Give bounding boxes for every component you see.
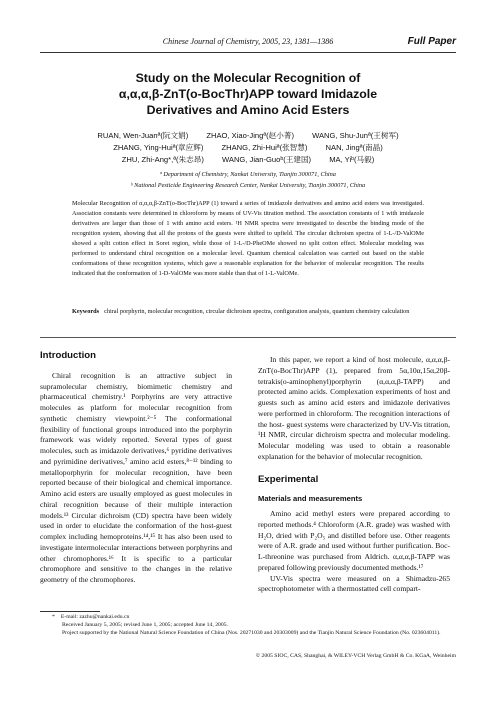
section-heading-introduction: Introduction — [40, 350, 96, 361]
author: ZHAO, Xiao-Jingª(赵小菁) — [206, 131, 294, 140]
keywords-label: Keywords — [72, 308, 100, 315]
author: NAN, Jingª(南晶) — [325, 143, 383, 152]
author: ZHANG, Zhi-Huiª(张智慧) — [221, 143, 308, 152]
right-column — [258, 355, 450, 595]
title-line-1: Study on the Molecular Recognition of — [135, 71, 361, 85]
asterisk-icon: * — [52, 614, 55, 620]
funding-note: Project supported by the National Natural Science Foundation of China (Nos. 20271030 and 20303009) and the Tianjin Natural Science Foundation (No. 023604011). — [62, 630, 441, 636]
uv-vis-paragraph: UV-Vis spectra were measured on a Shimadzu-265 spectrophotometer with a thermostatted cell compart- — [258, 573, 450, 594]
keywords-text: chiral porphyrin, molecular recognition, circular dichroism spectra, configuration analysis, quantum chemistry calculation — [104, 308, 410, 315]
author-row — [40, 154, 456, 166]
affiliation-a: ª Department of Chemistry, Nankai University, Tianjin 300071, China — [160, 171, 336, 178]
abstract-text: Molecular Recognition of α,α,α,β-ZnT(o-BocThr)APP (1) toward a series of imidazole derivatives and amino acid esters was investigated. Association constants were determined in chloroform by means of UV-Vis titration method. The association constants of 1 with imidazole derivatives are larger than those of 1 with amino acid esters. ¹H NMR spectra were investigated to describe the binding mode of the recognition system, showing that all the protons of the guests were shifted to upfield. The circular dichroism spectra of 1-L-/D-ValOMe showed a split cotton effect in Soret region, while those of 1-L-/D-PheOMe showed no split cotton effect. Molecular modeling was performed to understand chiral recognition on a molecular level. Quantum chemical calculation was carried out based on the stable conformations of these recognition systems, which gave a reasonable explanation for the behavior of molecular recognition. The results indicated that the conformation of 1-D-ValOMe was more stable than that of 1-L-ValOMe. — [72, 200, 424, 277]
subsection-heading-materials: Materials and measurements — [258, 494, 363, 504]
keywords — [72, 307, 424, 317]
intro-paragraph-2: In this paper, we report a kind of host molecule, α,α,α,β-ZnT(o-BocThr)APP (1), prepared from 5α,10α,15α,20β-tetrakis(o-aminophenyl)porphyrin (α,α,α,β-TAPP) and protected amino acids. Complexation experiments of host and guests such as amino acid esters and imidazole derivatives were performed in chloroform. The recognition interactions of the host- guest systems were characterized by UV-Vis titration, ¹H NMR, circular dichroism spectra and molecular modeling. Molecular modeling was used to obtain a reasonable explanation for the behavior of molecular recognition. — [258, 355, 450, 461]
abstract — [72, 199, 424, 279]
section-heading-experimental: Experimental — [258, 473, 319, 485]
received-dates: Received January 5, 2005; revised June 1, 2005; accepted June 14, 2005. — [62, 622, 228, 628]
author: RUAN, Wen-Juanª(阮文娟) — [97, 131, 189, 140]
article-type-tag: Full Paper — [407, 36, 456, 47]
author: WANG, Jian-Guoᵇ(王建国) — [222, 155, 312, 164]
header-rule — [40, 52, 456, 53]
intro-paragraph: Chiral recognition is an attractive subject in supramolecular chemistry, biomimetic chemistry and pharmaceutical chemistry.¹ Porphyrins are very attractive molecules as platform for molecular recognition from synthetic chemistry viewpoint.²⁻⁵ The conformational flexibility of functional groups introduced into the porphyrin framework was widely reported. Several types of guest molecules, such as imidazole derivatives,⁶ pyridine derivatives and pyrimidine derivatives,⁷ amino acid esters,⁸⁻¹² binding to metalloporphyrin for molecular recognition, have been reported because of their biological and chemical importance. Amino acid esters are usually employed as guest molecules in chiral recognition because of their multiple interaction models.¹³ Circular dichroism (CD) spectra have been widely used in order to elucidate the conformation of the host-guest complex including hemoproteins.¹⁴,¹⁵ It has also been used to investigate intermolecular interactions between porphyrins and other chromophores.¹⁶ It is specific to a particular chromophore and sensitive to the changes in the relative geometry of the chromophores. — [40, 370, 232, 584]
copyright: © 2005 SIOC, CAS, Shanghai, & WILEY-VCH Verlag GmbH & Co. KGaA, Weinheim — [255, 653, 456, 659]
footnote-rule — [40, 611, 100, 612]
author-list — [40, 130, 456, 166]
journal-citation: Chinese Journal of Chemistry, 2005, 23, 1381—1386 — [162, 37, 334, 46]
author: MA, Yiᵇ(马毅) — [329, 155, 375, 164]
author: ZHU, Zhi-Ang*,ª(朱志昂) — [121, 155, 204, 164]
section-divider — [40, 337, 456, 338]
corresponding-email: E-mail: zazhu@nankai.edu.cn — [60, 614, 130, 620]
affiliation-b: ᵇ National Pesticide Engineering Research Center, Nankai University, Tianjin 300071, China — [130, 182, 366, 189]
article-title — [60, 70, 436, 118]
left-column — [40, 351, 232, 586]
author: WANG, Shu-Junª(王树军) — [312, 131, 399, 140]
footnotes — [52, 613, 456, 637]
author-row — [40, 142, 456, 154]
materials-paragraph: Amino acid methyl esters were prepared according to reported methods.⁴ Chloroform (A.R. grade) was washed with H₂O, dried with P₂O₅ and distilled before use. Other reagents were of A.R. grade and used without further purification. Boc-L-threonine was purchased from Aldrich. α,α,α,β-TAPP was prepared following previously documented methods.¹⁷ — [258, 509, 450, 572]
title-line-3: Derivatives and Amino Acid Esters — [146, 103, 350, 117]
title-line-2: α,α,α,β-ZnT(o-BocThr)APP toward Imidazole — [118, 87, 378, 101]
author-row — [40, 130, 456, 142]
author: ZHANG, Ying-Huiª(章应辉) — [113, 143, 204, 152]
affiliations — [40, 169, 456, 191]
